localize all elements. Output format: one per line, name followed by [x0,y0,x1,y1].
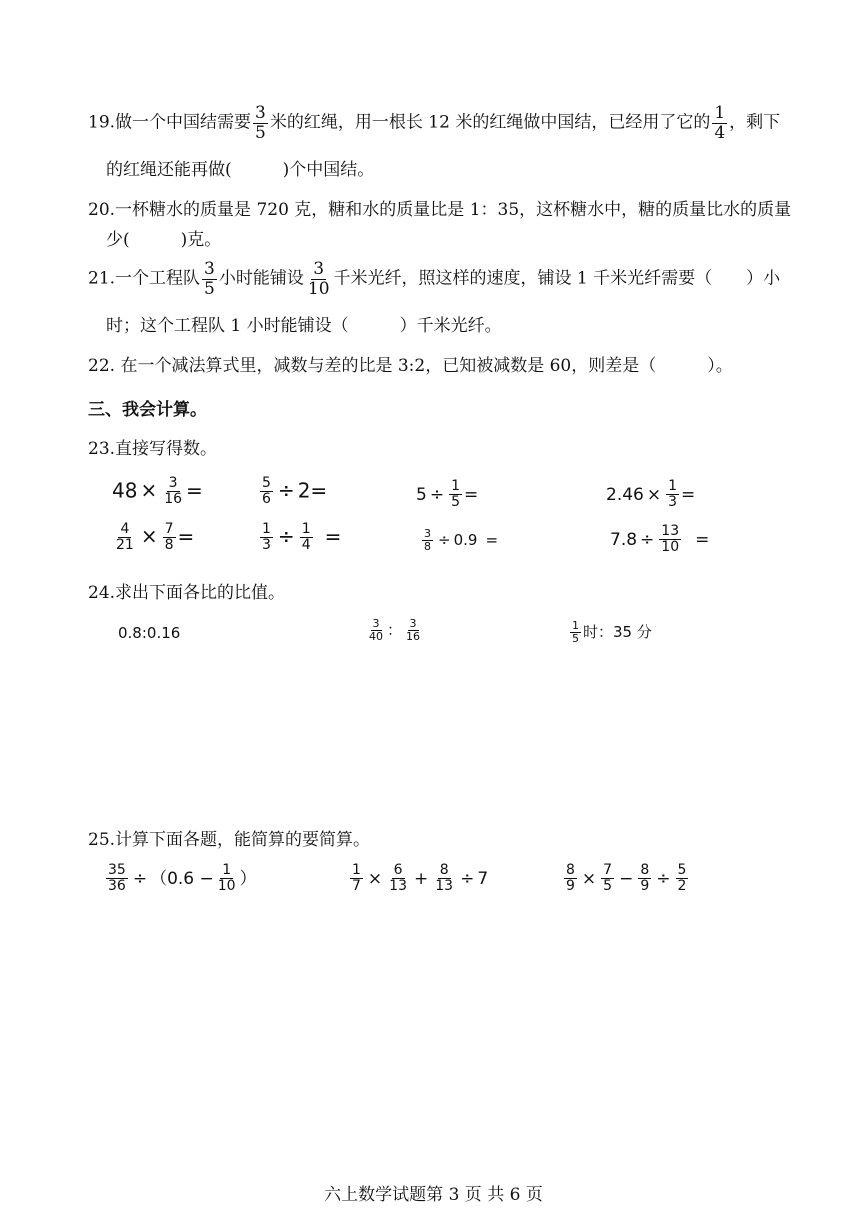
q19-line1: 19.做一个中国结需要 $\frac{3}{5}$ 米的红绳，用一根长 12 米的红绳做中国结，已经用了它的 $\frac{1}{4}$ ，剩下 [88,103,781,143]
q25-e2: $\frac{1}{7}$ × $\frac{6}{13}$ + $\frac{8}{13}$ ÷ 7 [352,862,489,895]
q21-line1: 21.一个工程队 $\frac{3}{5}$ 小时能铺设 $\frac{3}{10}$ 千米光纤，照这样的速度，铺设 1 千米光纤需要（ ）小 [88,259,781,299]
section-title: 三、我会计算。 [88,400,207,420]
q21-line2: 时；这个工程队 1 小时能铺设（ ）千米光纤。 [106,316,502,336]
q23-r1c1: 48 × $\frac{3}{16}$ = [112,475,203,508]
q23-r2c1: $\frac{4}{21}$ × $\frac{7}{8}$ = [116,521,195,554]
fraction: $\frac{3}{10}$ [307,259,330,299]
q23-r1c4: 2.46 × $\frac{1}{3}$ = [606,478,696,511]
q24-b: $\frac{3}{40}$ ： $\frac{3}{16}$ [369,617,421,644]
q25-e1: $\frac{35}{36}$ ÷ （0.6 − $\frac{1}{10}$ ） [108,862,257,895]
q23-r2c4: 7.8 ÷ $\frac{13}{10}$ = [610,523,710,556]
q22-line: 22. 在一个减法算式里，减数与差的比是 3:2，已知被减数是 60，则差是（ ）。 [88,356,733,376]
fraction: $\frac{1}{4}$ [714,103,726,143]
fraction: $\frac{3}{5}$ [255,103,266,143]
q19-line2: 的红绳还能再做( )个中国结。 [106,160,375,180]
q23-r2c3: $\frac{3}{8}$ ÷ 0.9 = [424,527,499,554]
q25-e3: $\frac{8}{9}$ × $\frac{7}{5}$ − $\frac{8}{9}$ ÷ $\frac{5}{2}$ [566,862,687,895]
q25-title: 25.计算下面各题，能简算的要简算。 [88,830,371,850]
q23-r1c2: $\frac{5}{6}$ ÷ 2= [262,475,328,508]
q24-c: $\frac{1}{5}$ 时：35 分 [572,619,652,646]
q20-line1: 20.一杯糖水的质量是 720 克，糖和水的质量比是 1：35，这杯糖水中，糖的质量比水的质量 [88,200,792,220]
q23-r1c3: 5 ÷ $\frac{1}{5}$ = [416,478,479,511]
q24-a: 0.8:0.16 [118,624,181,642]
page-footer: 六上数学试题第 3 页 共 6 页 [324,1185,543,1205]
fraction: $\frac{3}{5}$ [204,259,215,299]
q23-r2c2: $\frac{1}{3}$ ÷ $\frac{1}{4}$ = [262,521,342,554]
q23-title: 23.直接写得数。 [88,439,218,459]
q24-title: 24.求出下面各比的比值。 [88,583,286,603]
q20-line2: 少( )克。 [106,230,222,250]
